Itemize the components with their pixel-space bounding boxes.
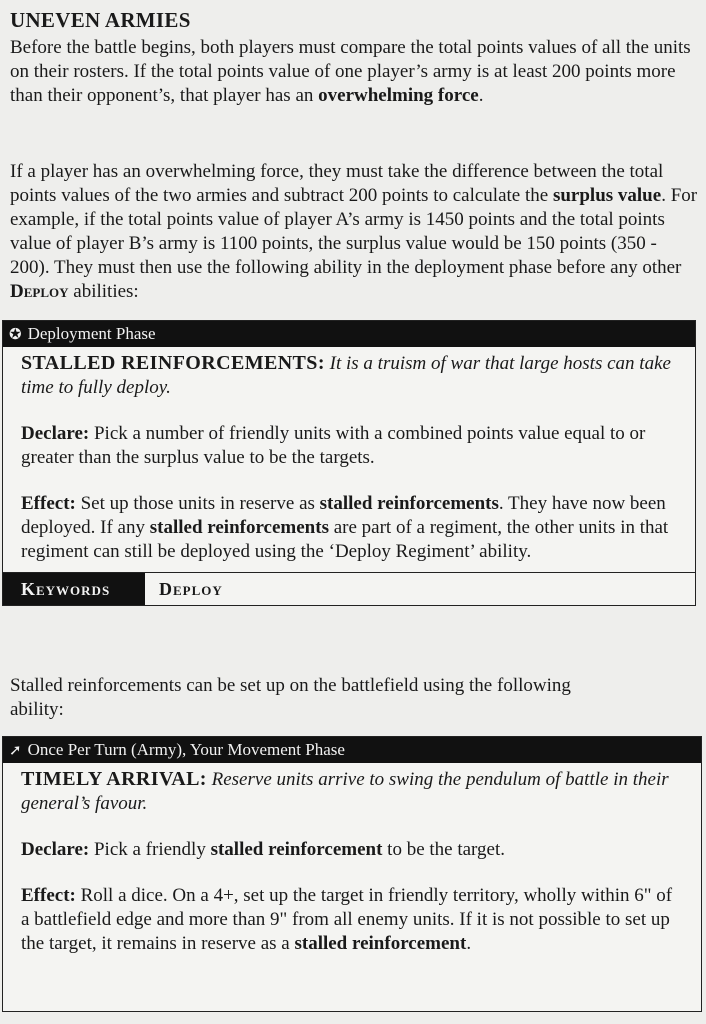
declare-label: Declare: xyxy=(21,839,90,860)
surplus-paragraph xyxy=(10,160,700,304)
effect-bold-2: stalled reinforcements xyxy=(149,517,329,538)
effect-text: Set up those units in reserve as xyxy=(80,493,320,514)
overwhelming-force-term: overwhelming force xyxy=(318,85,479,106)
ability-title: STALLED REINFORCEMENTS: xyxy=(21,352,325,374)
ability-body xyxy=(3,763,701,964)
ability-card-timely-arrival xyxy=(2,736,702,1012)
keywords-value: Deploy xyxy=(159,578,223,599)
surplus-text-2: . For example, if the total points value of player A’s army is 1450 points and the total points value of player B’s army is 1100 points, the surplus value would be 150 points (350 - 200). They must then use the following ability in the deployment phase before any other xyxy=(10,185,698,278)
declare-text: Pick a number of friendly units with a combined points value equal to or greater than the surplus value to be the targets. xyxy=(21,423,646,468)
arrow-icon: ➚ xyxy=(9,742,22,759)
effect-bold: stalled reinforcements xyxy=(319,493,499,514)
declare-line xyxy=(21,838,681,862)
ability-flavor: It is a truism of war that large hosts can take time to fully deploy. xyxy=(21,353,671,398)
deploy-keyword: Deploy xyxy=(10,281,69,302)
declare-text-2: to be the target. xyxy=(382,839,506,860)
surplus-value-term: surplus value xyxy=(552,185,662,206)
mid-paragraph: Stalled reinforcements can be set up on the battlefield using the following ability: xyxy=(10,675,571,720)
effect-line xyxy=(21,492,675,564)
declare-label: Declare: xyxy=(21,423,90,444)
keywords-label: Keywords xyxy=(3,573,145,605)
ability-title-line xyxy=(21,351,675,400)
declare-line xyxy=(21,422,675,470)
ability-title: TIMELY ARRIVAL: xyxy=(21,768,207,790)
declare-bold: stalled reinforcement xyxy=(210,839,383,860)
phase-label: Once Per Turn (Army), Your Movement Phase xyxy=(27,740,345,759)
keywords-row xyxy=(3,572,695,605)
intro-text-end: . xyxy=(478,85,484,106)
surplus-text-3: abilities: xyxy=(68,281,139,302)
surplus-text: If a player has an overwhelming force, they must take the difference between the total points values of the two armies and subtract 200 points to calculate the xyxy=(10,161,664,206)
ability-body xyxy=(3,347,695,572)
effect-line xyxy=(21,884,681,956)
effect-label: Effect: xyxy=(21,885,76,906)
effect-text-2: . They have now been deployed. If any xyxy=(21,493,666,538)
ability-title-line xyxy=(21,767,681,816)
sun-icon: ✪ xyxy=(9,326,22,343)
effect-text-3: are part of a regiment, the other units in that regiment can still be deployed using the ‘Deploy Regiment’ ability. xyxy=(21,517,669,562)
intro-paragraph xyxy=(10,36,700,108)
ability-flavor: Reserve units arrive to swing the pendulum of battle in their general’s favour. xyxy=(21,769,669,814)
effect-bold: stalled reinforcement xyxy=(294,933,467,954)
effect-text-2: . xyxy=(466,933,472,954)
ability-card-stalled-reinforcements xyxy=(2,320,696,606)
ability-phase-bar xyxy=(3,737,701,763)
declare-text: Pick a friendly xyxy=(93,839,211,860)
intro-text: Before the battle begins, both players must compare the total points values of all the units on their rosters. If the total points value of one player’s army is at least 200 points more than their opponent’s, that player has an xyxy=(10,37,691,106)
effect-text: Roll a dice. On a 4+, set up the target in friendly territory, wholly within 6" of a battlefield edge and more than 9" from all enemy units. If it is not possible to set up the target, it remains in reserve as a xyxy=(21,885,673,954)
ability-phase-bar xyxy=(3,321,695,347)
section-heading: UNEVEN ARMIES xyxy=(10,8,191,32)
phase-label: Deployment Phase xyxy=(27,324,156,343)
effect-label: Effect: xyxy=(21,493,76,514)
